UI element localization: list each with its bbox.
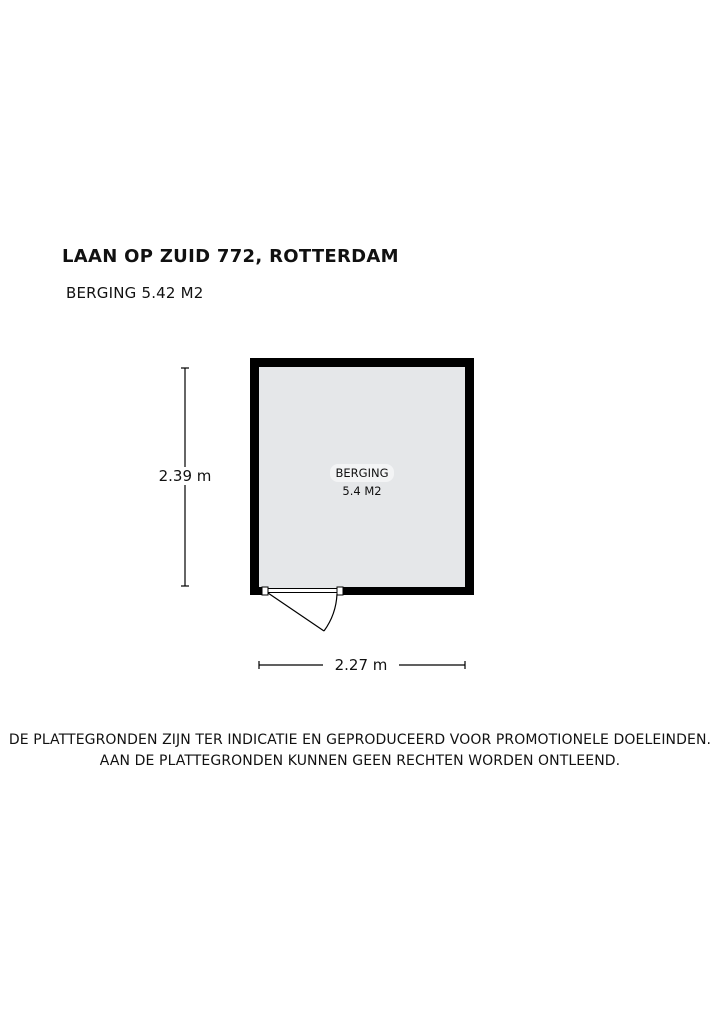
door-swing-arc (324, 594, 337, 631)
room-label (312, 464, 412, 500)
wall-bottom-right (343, 587, 474, 595)
plan-title: LAAN OP ZUID 772, ROTTERDAM (62, 246, 399, 267)
room-area: 5.4 M2 (342, 484, 382, 498)
height-dimension-label: 2.39 m (150, 467, 220, 485)
plan-subtitle: BERGING 5.42 M2 (66, 284, 204, 302)
door-leaf (268, 593, 324, 631)
disclaimer-line-1: DE PLATTEGRONDEN ZIJN TER INDICATIE EN GEPRODUCEERD VOOR PROMOTIONELE DOELEINDEN. (8, 732, 712, 748)
door (262, 587, 343, 631)
wall-left (250, 358, 259, 595)
wall-bottom-left-stub (250, 587, 262, 595)
wall-right (465, 358, 474, 595)
width-dimension-label: 2.27 m (323, 656, 399, 674)
room-name: BERGING (330, 464, 395, 482)
disclaimer (0, 730, 720, 772)
disclaimer-line-2: AAN DE PLATTEGRONDEN KUNNEN GEEN RECHTEN WORDEN ONTLEEND. (99, 753, 621, 769)
wall-top (250, 358, 474, 367)
